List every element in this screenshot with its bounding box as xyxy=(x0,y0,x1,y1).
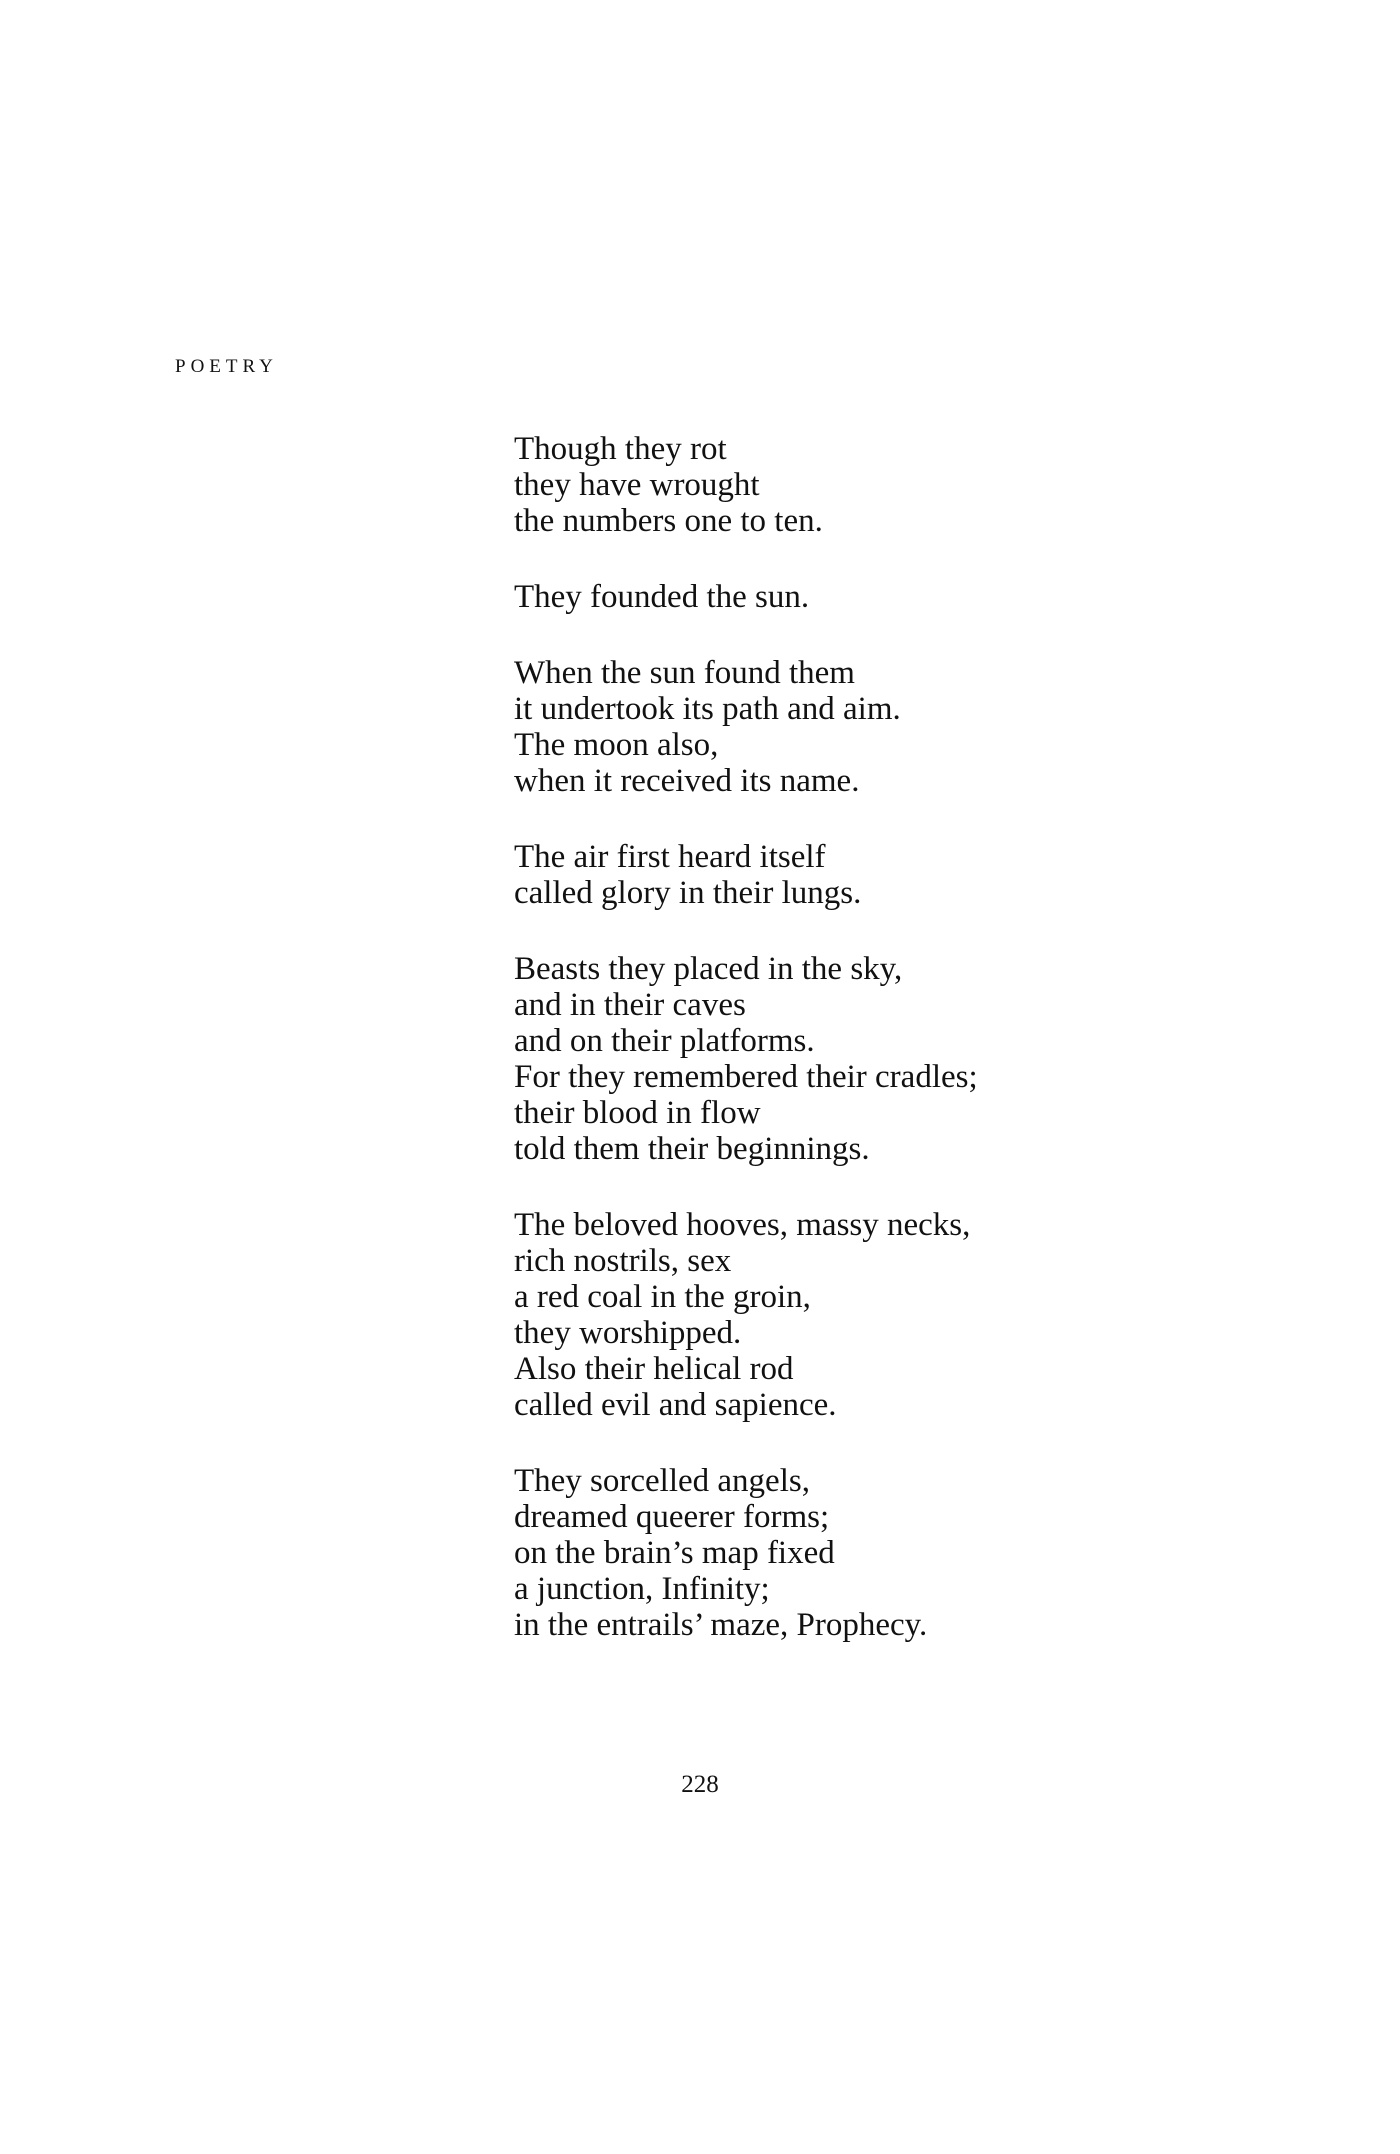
poem-line: the numbers one to ten. xyxy=(514,503,823,539)
poem-line: The moon also, xyxy=(514,727,719,763)
poem-line: They founded the sun. xyxy=(514,579,810,615)
poem-line: in the entrails’ maze, Prophecy. xyxy=(514,1607,928,1643)
stanza-1 xyxy=(514,431,1334,539)
poem-line: Though they rot xyxy=(514,431,727,467)
stanza-6 xyxy=(514,1207,1334,1423)
poem-line: Also their helical rod xyxy=(514,1351,794,1387)
poem-line: on the brain’s map fixed xyxy=(514,1535,835,1571)
poem-line: rich nostrils, sex xyxy=(514,1243,732,1279)
poem-line: a red coal in the groin, xyxy=(514,1279,811,1315)
poem-line: When the sun found them xyxy=(514,655,855,691)
stanza-7 xyxy=(514,1463,1334,1643)
poem-line: it undertook its path and aim. xyxy=(514,691,901,727)
stanza-3 xyxy=(514,655,1334,799)
poem-line: told them their beginnings. xyxy=(514,1131,870,1167)
poem-line: a junction, Infinity; xyxy=(514,1571,770,1607)
poem-line: they worshipped. xyxy=(514,1315,742,1351)
poem-line: dreamed queerer forms; xyxy=(514,1499,830,1535)
poem-line: called glory in their lungs. xyxy=(514,875,862,911)
poem-line: They sorcelled angels, xyxy=(514,1463,810,1499)
poem-line: The air first heard itself xyxy=(514,839,826,875)
stanza-4 xyxy=(514,839,1334,911)
poem-line: called evil and sapience. xyxy=(514,1387,837,1423)
poem-body xyxy=(514,431,1334,1683)
stanza-2 xyxy=(514,579,1334,615)
poem-line: they have wrought xyxy=(514,467,760,503)
page-number: 228 xyxy=(681,1771,719,1798)
poem-line: and on their platforms. xyxy=(514,1023,815,1059)
poem-line: and in their caves xyxy=(514,987,746,1023)
running-head: POETRY xyxy=(175,356,278,377)
poem-line: when it received its name. xyxy=(514,763,860,799)
poem-line: The beloved hooves, massy necks, xyxy=(514,1207,971,1243)
poem-line: their blood in flow xyxy=(514,1095,761,1131)
stanza-5 xyxy=(514,951,1334,1167)
poem-line: For they remembered their cradles; xyxy=(514,1059,978,1095)
poem-line: Beasts they placed in the sky, xyxy=(514,951,903,987)
